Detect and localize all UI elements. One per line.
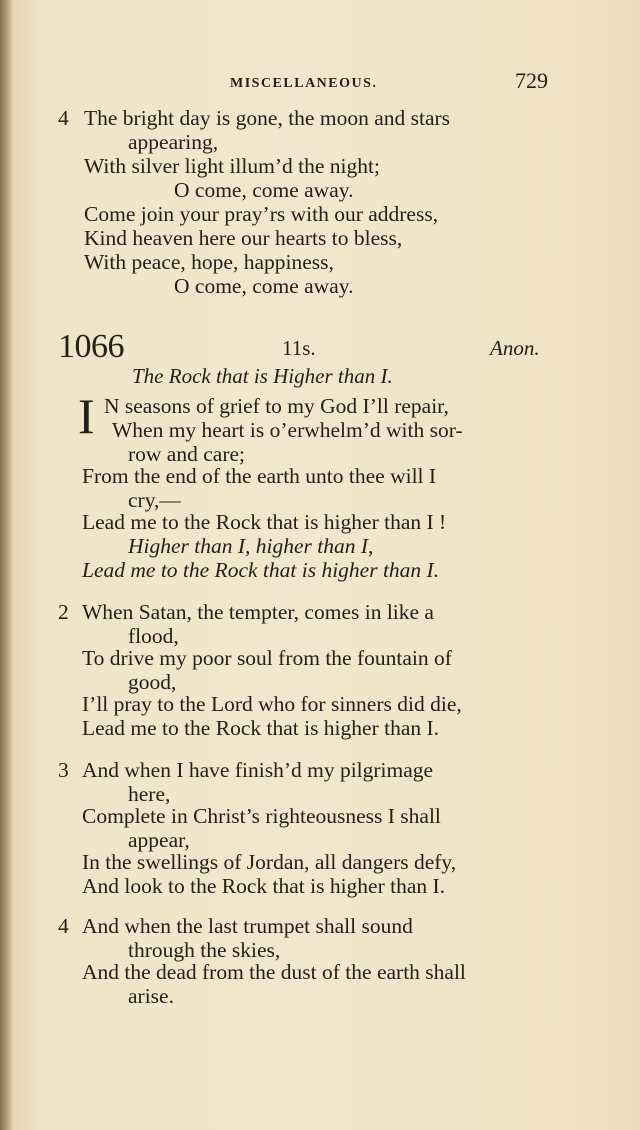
verse-line: And when the last trumpet shall sound [82, 914, 413, 938]
hymn-meter: 11s. [282, 336, 316, 360]
page-gutter [0, 0, 12, 1130]
verse-line: appear, [128, 828, 190, 852]
verse-line: When Satan, the tempter, comes in like a [82, 600, 434, 624]
page-header [0, 68, 640, 98]
verse-line: N seasons of grief to my God I’ll repair, [104, 394, 449, 418]
verse-number: 4 [58, 914, 69, 938]
verse-line: row and care; [128, 442, 245, 466]
page-number: 729 [515, 68, 548, 93]
verse-line: O come, come away. [174, 178, 354, 202]
verse-number: 4 [58, 106, 69, 130]
verse-line: through the skies, [128, 938, 281, 962]
hymn-number: 1066 [58, 328, 124, 365]
drop-cap: I [78, 388, 95, 444]
verse-line: And the dead from the dust of the earth shall [82, 960, 466, 984]
verse-line: cry,— [128, 488, 181, 512]
verse-line: And look to the Rock that is higher than I. [82, 874, 446, 898]
verse-line: In the swellings of Jordan, all dangers defy, [82, 850, 457, 874]
verse-number: 2 [58, 600, 69, 624]
verse-line: O come, come away. [174, 274, 354, 298]
verse-line: Complete in Christ’s righteousness I shall [82, 804, 441, 828]
verse-line: Lead me to the Rock that is higher than I ! [82, 510, 447, 534]
verse-line: arise. [128, 984, 174, 1008]
verse-line: Kind heaven here our hearts to bless, [84, 226, 403, 250]
verse-line: And when I have finish’d my pilgrimage [82, 758, 434, 782]
verse-line: Lead me to the Rock that is higher than I. [82, 716, 440, 740]
verse-line: When my heart is o’erwhelm’d with sor- [112, 418, 463, 442]
verse-line: flood, [128, 624, 179, 648]
verse-line: The bright day is gone, the moon and stars [84, 106, 451, 130]
verse-line: here, [128, 782, 171, 806]
verse-line: With silver light illum’d the night; [84, 154, 380, 178]
verse-line: I’ll pray to the Lord who for sinners did die, [82, 692, 462, 716]
refrain-line: Lead me to the Rock that is higher than I. [82, 558, 440, 582]
verse-number: 3 [58, 758, 69, 782]
hymn-title: The Rock that is Higher than I. [132, 364, 393, 388]
running-head: MISCELLANEOUS. [230, 76, 378, 91]
refrain-line: Higher than I, higher than I, [128, 534, 374, 558]
hymn-author: Anon. [490, 336, 540, 360]
verse-line: To drive my poor soul from the fountain of [82, 646, 452, 670]
verse-line: With peace, hope, happiness, [84, 250, 334, 274]
verse-line: appearing, [128, 130, 219, 154]
verse-line: From the end of the earth unto thee will I [82, 464, 437, 488]
verse-line: Come join your pray’rs with our address, [84, 202, 439, 226]
verse-line: good, [128, 670, 177, 694]
